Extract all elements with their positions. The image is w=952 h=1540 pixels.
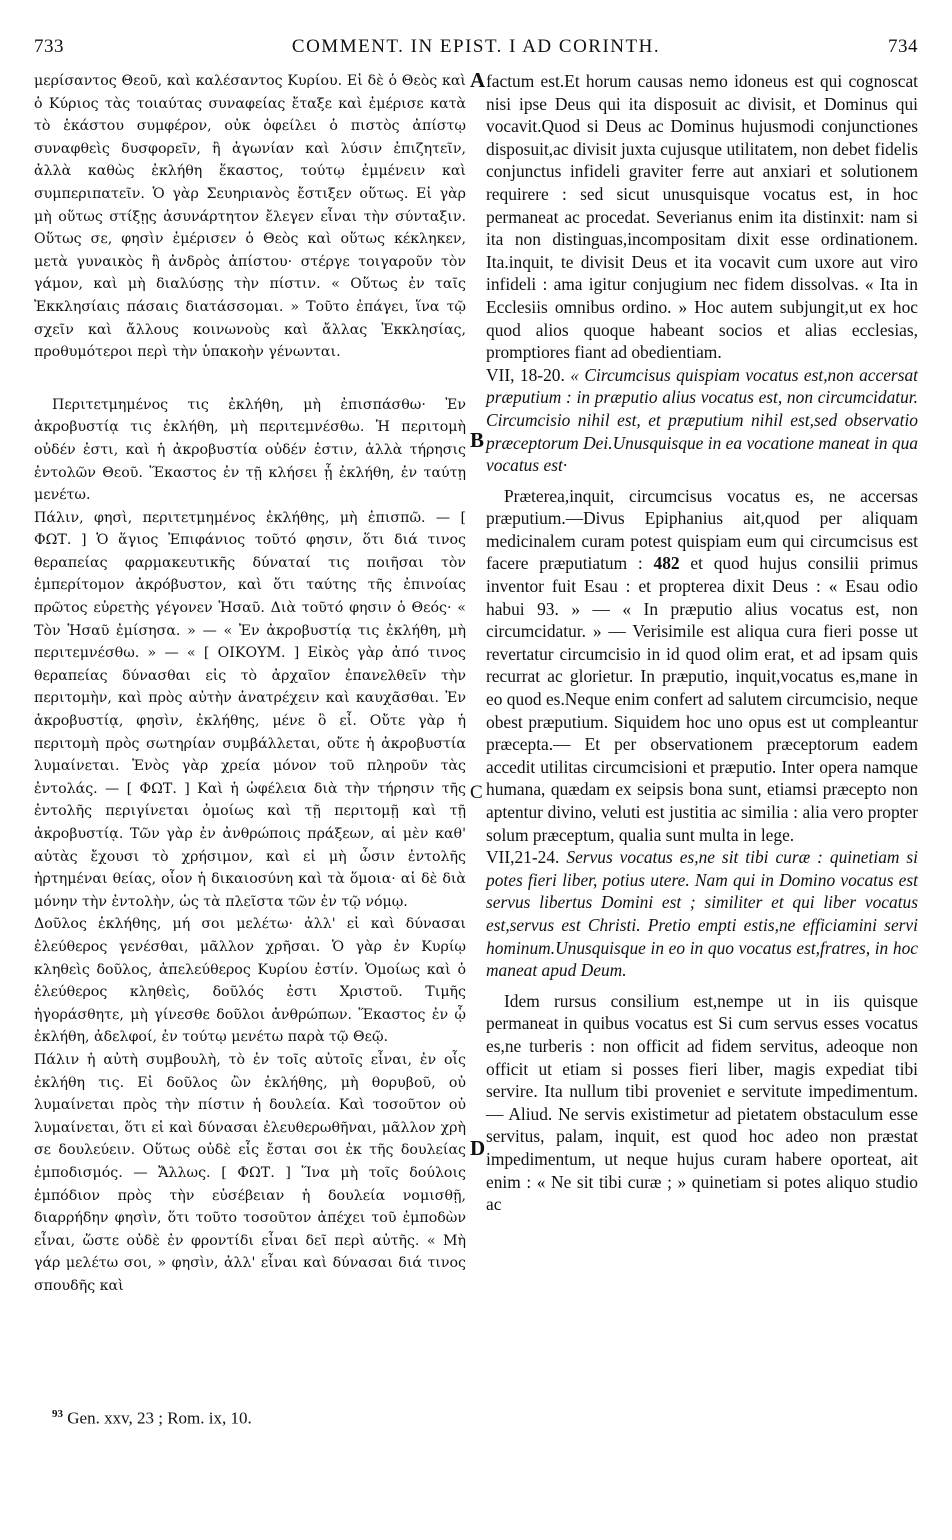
section-marker-a: A [470,68,486,92]
latin-verse-block [486,364,918,477]
latin-paragraph: Idem rursus consilium est,nempe ut in iis quisque permaneat in quibus vocatus est Si cum servus esses vocatus es,ne turberis : non officit ad fidem servitus, adeoque non officit ut etiam si posses fieri liber, magis expediat tibi servire. Ita nullum tibi proveniet e servitute impedimentum. — Aliud. Ne servis existimetur ad pietatem obstaculum esse servitus, palam, inquit, est quod hoc adeo non præstat impedimentum, ut neque hujus curam habere oporteat, ait enim : « Ne sit tibi curæ ; » quinetiam si potes aliquo studio ac [486,990,918,1215]
verse-text: « Circumcisus quispiam vocatus est,non accersat præputium : in præputio alius vocatus est, non circumcidatur. Circumcisio nihil est, et præputium nihil est,sed observatio præceptorum Dei.Unusquisque in ea vocatione maneat in qua vocatus est· [486,364,918,476]
greek-paragraph: μερίσαντος Θεοῦ, καὶ καλέσαντος Κυρίου. Εἰ δὲ ὁ Θεὸς καὶ ὁ Κύριος τὰς τοιαύτας συναφείας ἔταξε καὶ ἐμέρισε κατὰ τὸ ἑκάστου συμφέρον, οὐκ ὀφείλει ὁ πιστὸς ἀπίστῳ συναφθεὶς δυσφορεῖν, ἢ ἀγωνίαν καὶ λύσιν ἐπιζητεῖν, ἀλλὰ καθὼς ἐκλήθη ἕκαστος, τούτῳ ἐμμένειν καὶ συμπεριπατεῖν. Ὁ γὰρ Σευηριανὸς ἔστιξεν οὕτως. Εἰ γὰρ μὴ οὕτως στίξῃς ἀσυνάρτητον ἔλεγεν εἶναι τὴν σύνταξιν. Οὕτως σε, φησὶν ἐμέρισεν ὁ Θεὸς καὶ οὕτως κέκληκεν, μετὰ γυναικὸς ἢ ἀνδρὸς ἀπίστου· στέργε τοιγαροῦν τὸν γάμον, καὶ μὴ διαλύσῃς τὴν πίστιν. « Οὕτως ἐν ταῖς Ἐκκλησίαις πάσαις διατάσσομαι. » Τοῦτο ἐπάγει, ἵνα τῷ σχεῖν καὶ ἄλλους κοινωνοὺς καὶ ἄλλας Ἐκκλησίας, προθυμότεροι περὶ τὴν ὑπακοὴν γένωνται. [34,73,466,361]
greek-scripture-verse: Περιτετμημένος τις ἐκλήθη, μὴ ἐπισπάσθω· Ἐν ἀκροβυστίᾳ τις ἐκλήθη, μὴ περιτεμνέσθω. Ἡ περιτομὴ οὐδέν ἐστι, καὶ ἡ ἀκροβυστία οὐδέν ἐστιν, ἀλλὰ τήρησις ἐντολῶν Θεοῦ. Ἕκαστος ἐν τῇ κλήσει ᾗ ἐκλήθη, ἐν ταύτῃ μενέτω. [34,396,466,504]
footnote [52,1408,472,1429]
greek-scripture-verse: Δοῦλος ἐκλήθης, μή σοι μελέτω· ἀλλ' εἰ καὶ δύνασαι ἐλεύθερος γενέσθαι, μᾶλλον χρῆσαι. Ὁ γὰρ ἐν Κυρίῳ κληθεὶς δοῦλος, ἀπελεύθερος Κυρίου ἐστίν. Ὁμοίως καὶ ὁ ἐλεύθερος κληθεὶς, δοῦλός ἐστι Χριστοῦ. Τιμῆς ἠγοράσθητε, μὴ γίνεσθε δοῦλοι ἀνθρώπων. Ἕκαστος ἐν ᾧ ἐκλήθη, ἀδελφοί, ἐν τούτῳ μενέτω παρὰ τῷ Θεῷ. [34,916,466,1046]
page-number-left: 733 [34,36,64,57]
latin-verse-block [486,846,918,982]
greek-paragraph: Πάλιν, φησὶ, περιτετμημένος ἐκλήθης, μὴ ἐπισπῶ. — [ ΦΩΤ. ] Ὁ ἅγιος Ἐπιφάνιος τοῦτό φησιν, ὅτι διά τινος θεραπείας φαρμακευτικῆς δύναταί τις ποιῆσαι τὸν ἐμπερίτομον ἀκρόβυστον, καὶ ὅτι ταύτης τῆς ἐπινοίας πρῶτος εὑρετὴς γέγονεν Ἡσαῦ. Διὰ τοῦτό φησιν ὁ Θεός· « Τὸν Ἡσαῦ ἐμίσησα. » — « Ἐν ἀκροβυστίᾳ τις ἐκλήθη, μὴ περιτεμνέσθω. » — « [ ΟΙΚΟΥΜ. ] Εἰκὸς γὰρ ἀπό τινος θεραπείας δύνασθαι εἰς τὸ ἀρχαῖον ἐπανελθεῖν τὴν περιτομὴν, καὶ πρὸς αὐτὴν ἀνατρέχειν καὶ καυχᾶσθαι. Ἐν ἀκροβυστίᾳ, φησὶν, ἐκλήθης, μένε ὃ εἶ. Οὔτε γὰρ ἡ περιτομὴ πρὸς σωτηρίαν συμβάλλεται, οὔτε ἡ ἀκροβυστία λυμαίνεται. Ἑνὸς γὰρ χρεία μόνον τοῦ πληροῦν τὰς ἐντολάς. — [ ΦΩΤ. ] Καὶ ἡ ὠφέλεια διὰ τὴν τήρησιν τῆς ἐντολῆς περιγίνεται ὁμοίως καὶ τῇ περιτομῇ καὶ τῇ ἀκροβυστίᾳ. Τῶν γὰρ ἐν ἀνθρώποις πράξεων, αἱ μὲν καθ' αὑτὰς ἔχουσι τὸ χρήσιμον, καὶ εἰ μὴ ὦσιν ἐντολῆς ἠρτημέναι θείας, οἷον ἡ δικαιοσύνη καὶ τὰ ὅμοια· αἱ δὲ διὰ μόνην τὴν ἐντολὴν, ὡς τὰ πλεῖστα τῶν ἐν τῷ νόμῳ. [34,509,466,910]
page-number-right: 734 [888,36,918,57]
section-marker-b: B [470,428,485,452]
footnote-number: 93 [52,1408,63,1420]
latin-paragraph: factum est.Et horum causas nemo idoneus est qui cognoscat nisi ipse Deus qui ita disposuit ac divisit, et Dominus qui vocavit.Quod si Deus ac Dominus hujusmodi conjunctiones disposuit,ac divisit juxta cujusque utilitatem, non debet fidelis conjunctus infideli graviter ferre aut anxiari et solutionem requirere : sed sicut unusquisque vocatus est, in hoc permaneat ac procedat. Severianus enim ita distinxit: nam si ita non distinguas,incompositam dixit esse ordinationem. Ita.inquit, te divisit Deus et ita vocavit cum uxore aut viro infideli : ama igitur conjugium nec fidem dissolvas. « Ita in Ecclesiis omnibus ordino. » Hoc autem subjungit,ut ex hoc quod alios quoque habeant socios et alias ecclesias, promptiores fiant ad obedientiam. [486,71,918,363]
section-marker-c: C [470,782,483,803]
latin-paragraph [486,485,918,847]
greek-paragraph: Πάλιν ἡ αὐτὴ συμβουλὴ, τὸ ἐν τοῖς αὐτοῖς εἶναι, ἐν οἷς ἐκλήθη τις. Εἰ δοῦλος ὢν ἐκλήθης, μὴ θορυβοῦ, οὐ λυμαίνεται πρὸς τὴν πίστιν ἡ δουλεία. Καὶ τοσοῦτον οὐ λυμαίνεται, ὅτι εἰ καὶ δύνασαι ἐλευθερωθῆναι, μᾶλλον χρὴ σε δουλεύειν. Οὕτως οὐδὲ εἷς ἔσται σοι ἐκ τῆς δουλείας ἐμποδισμός. — Ἄλλως. [ ΦΩΤ. ] Ἵνα μὴ τοῖς δούλοις ἐμπόδιον πρὸς τὴν εὐσέβειαν ἡ δουλεία νομισθῇ, διαρρήδην φησὶν, ὅτι τοῦτο τοσοῦτον ἀπέχει τοῦ ἐμποδὼν εἶναι, ὥστε οὐδὲ ἐν φροντίδι εἶναι δεῖ περὶ αὐτῆς. « Μὴ γάρ μελέτω σοι, » φησὶν, ἀλλ' εἶναι καὶ δύνασαι διά τινος σπουδῆς καὶ [34,1051,466,1294]
page-header [34,36,918,62]
verse-text: Servus vocatus es,ne sit tibi curæ : quinetiam si potes fieri liber, potius utere. Nam qui in Domino vocatus est servus libertus Domini est ; similiter et qui liber vocatus est,servus est Christi. Pretio empti estis,ne efficiamini servi hominum.Unusquisque in eo in quo vocatus est,fratres, in hoc maneat apud Deum. [486,847,918,981]
greek-column [34,70,466,1297]
section-marker-d: D [470,1136,486,1160]
latin-column [486,70,918,1216]
marginal-page-number: 482 [653,553,680,574]
latin-text: et quod hujus consilii primus inventor fuit Esau : et propterea dixit Deus : « Esau odio habui 93. » — « In præputio alius vocatus est, non circumcidatur. » — Verisimile est aliqua cura fieri posse ut revertatur circumcisio in id quod olim erat, et ad ipsam quis recurrat ac glorietur. In præputio, inquit,vocatus es,mane in eo quod es.Neque enim confert ad salutem circumcisio, neque obest præputium. Siquidem hoc uno opus est ut compleantur præcepta.— Et per observationem præceptorum eadem accedit utilitas circumcisioni et præputio. Inter opera namque humana, quædam ex seipsis bona sunt, etiamsi præcepto non aptentur divino, veluti est justitia ac similia : alia vero propter solum præceptum, qualia sunt multa in lege. [486,553,919,845]
running-title: COMMENT. IN EPIST. I AD CORINTH. [291,36,661,57]
latin-text: Præterea,inquit, circumcisus vocatus es, ne accersas præputium.—Divus Epiphanius ait,quod per aliquam medicinalem curam potest quispiam eum qui circumcisus est facere præputiatum : [486,485,918,574]
footnote-text: Gen. xxv, 23 ; Rom. ix, 10. [67,1408,252,1428]
verse-reference: VII, 18-20. [486,364,565,385]
verse-reference: VII,21-24. [486,847,560,868]
